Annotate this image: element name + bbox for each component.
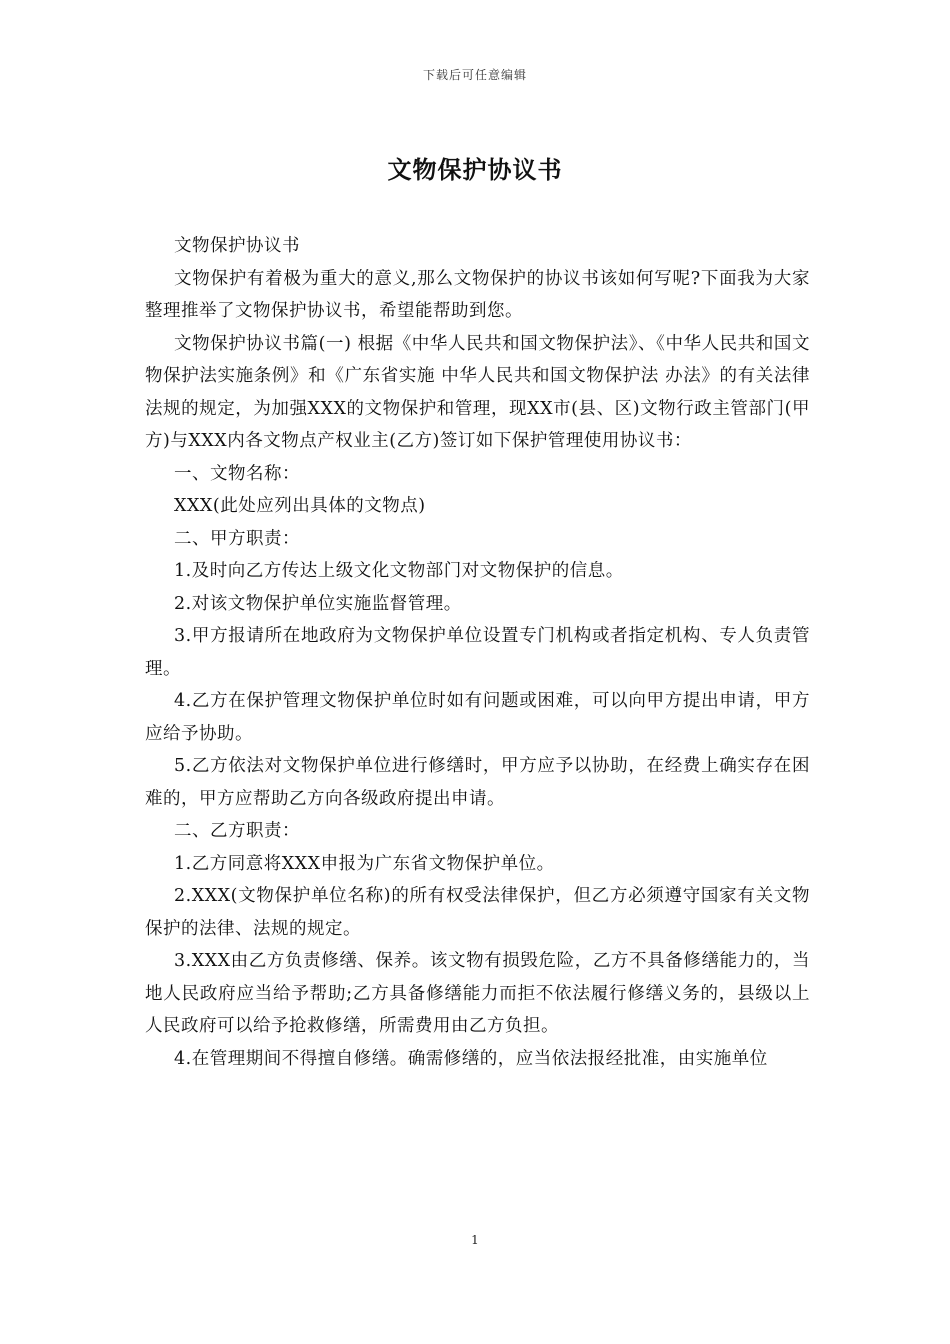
paragraph: 文物保护协议书篇(一) 根据《中华人民共和国文物保护法》、《中华人民共和国文物保护法实施条例》和《广东省实施 中华人民共和国文物保护法 办法》的有关法律法规的规定，为加强XXX的文物保护和管理，现XX市(县、区)文物行政主管部门(甲方)与XXX内各文物点产权业主(乙方)签订如下保护管理使用协议书： bbox=[145, 333, 810, 451]
paragraph: 5.乙方依法对文物保护单位进行修缮时，甲方应予以协助，在经费上确实存在困难的，甲方应帮助乙方向各级政府提出申请。 bbox=[145, 756, 810, 809]
paragraph: 二、甲方职责： bbox=[174, 528, 300, 549]
paragraph: 2.XXX(文物保护单位名称)的所有权受法律保护，但乙方必须遵守国家有关文物保护的法律、法规的规定。 bbox=[145, 886, 810, 939]
paragraph: 3.XXX由乙方负责修缮、保养。该文物有损毁危险，乙方不具备修缮能力的，当地人民政府应当给予帮助;乙方具备修缮能力而拒不依法履行修缮义务的，县级以上人民政府可以给予抢救修缮，所需费用由乙方负担。 bbox=[145, 951, 810, 1036]
document-body bbox=[145, 230, 810, 1075]
paragraph: 文物保护协议书 bbox=[174, 236, 300, 256]
page-number: 1 bbox=[471, 1233, 479, 1247]
paragraph: 2.对该文物保护单位实施监督管理。 bbox=[174, 593, 462, 614]
paragraph: 1.及时向乙方传达上级文化文物部门对文物保护的信息。 bbox=[174, 561, 624, 581]
paragraph: 1.乙方同意将XXX申报为广东省文物保护单位。 bbox=[174, 853, 555, 874]
header-note: 下载后可任意编辑 bbox=[422, 68, 527, 82]
paragraph: 一、文物名称： bbox=[174, 463, 300, 484]
paragraph: 3.甲方报请所在地政府为文物保护单位设置专门机构或者指定机构、专人负责管理。 bbox=[145, 626, 810, 679]
paragraph: 二、乙方职责： bbox=[174, 821, 300, 841]
paragraph: 4.在管理期间不得擅自修缮。确需修缮的，应当依法报经批准，由实施单位 bbox=[174, 1048, 768, 1069]
paragraph: XXX(此处应列出具体的文物点) bbox=[174, 496, 426, 516]
paragraph: 4.乙方在保护管理文物保护单位时如有问题或困难，可以向甲方提出申请，甲方应给予协助。 bbox=[145, 691, 810, 744]
document-title: 文物保护协议书 bbox=[387, 155, 563, 184]
paragraph: 文物保护有着极为重大的意义,那么文物保护的协议书该如何写呢?下面我为大家整理推举了文物保护协议书，希望能帮助到您。 bbox=[145, 268, 810, 321]
